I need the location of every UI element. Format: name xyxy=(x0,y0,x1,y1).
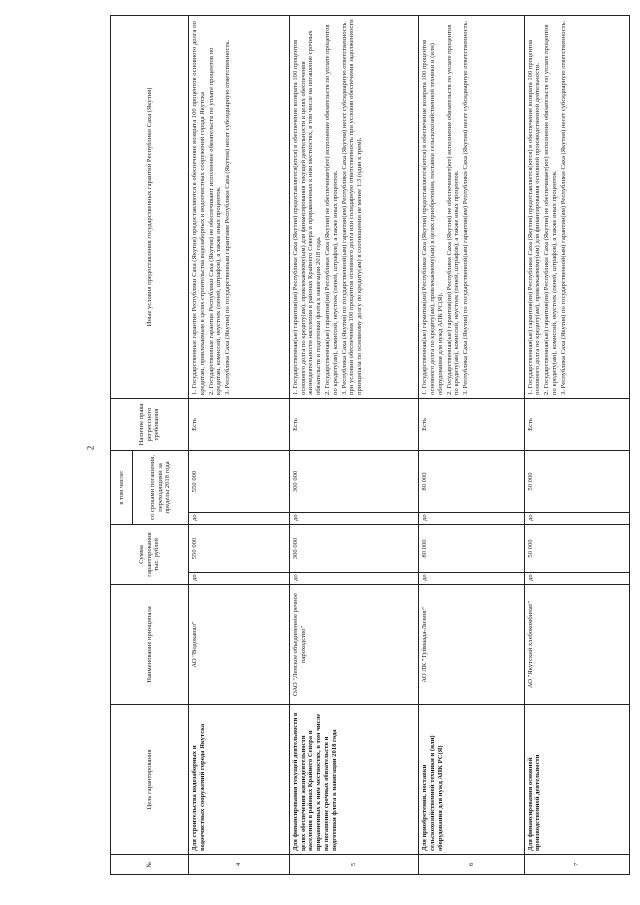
condition-item: 1. Государственная(ые) гарантия(ии) Республики Саха (Якутия) предоставляется(ются) в обеспечение возврата 100 процентов основного долга по кредиту(ам), привлекаемому(ым) в целях приобретения, поставки сельскохозяйственной техники и (или) оборудования для нужд АПК РС(Я). xyxy=(421,39,444,395)
row-sum: 550 000 xyxy=(189,524,290,572)
row-subtotal-prefix: до xyxy=(524,512,629,524)
condition-item: 2. Государственная(ые) гарантия(ии) Республики Саха (Якутия) не обеспечивает(ют) исполнение обязательств по уплате процентов по кредиту(ам), комиссий, неустоек (пеней, штрафов), а также иных процентов. xyxy=(445,24,461,395)
row-conditions xyxy=(419,16,524,399)
row-goal: Для строительства водозаборных и водоочистных сооружений города Якутска xyxy=(189,705,290,855)
guarantee-table-rotated xyxy=(110,15,630,875)
page-number: 2 xyxy=(85,445,96,451)
row-subtotal: 300 000 xyxy=(289,450,418,512)
condition-item: 2. Государственная(ые) гарантия(ии) Республики Саха (Якутия) не обеспечивает(ют) исполнение обязательств по уплате процентов по кредиту(ам), комиссий, неустоек (пеней, штрафов), а также иных процентов. xyxy=(323,24,339,395)
guarantee-table xyxy=(110,15,630,875)
row-subtotal-prefix: до xyxy=(419,512,524,524)
table-body xyxy=(189,16,630,875)
row-principal: АО "Якутский хлебокомбинат" xyxy=(524,585,629,705)
header-sum: Сумма гарантирования тыс. рублей xyxy=(111,524,189,584)
header-conditions: Иные условия предоставления государственных гарантий Республики Саха (Якутия) xyxy=(111,16,189,399)
row-regress: Есть xyxy=(289,398,418,450)
condition-item: 1. Государственные гарантии Республики Саха (Якутия) предоставляются в обеспечение возврата 100 процентов основного долга по кредитам, привлекаемым в целях строительства водозаборных и водоочистных сооружений города Якутска xyxy=(191,21,206,395)
condition-item: 2. Государственная(ые) гарантия(ии) Республики Саха (Якутия) не обеспечивает(ют) исполнение обязательств по уплате процентов по кредиту(ам), комиссий, неустоек (пеней, штрафов), а также иных процентов. xyxy=(543,24,558,395)
row-goal: Для финансирования основной производственной деятельности xyxy=(524,705,629,855)
row-subtotal: 50 000 xyxy=(524,450,629,512)
header-subtotal: со сроками погашения, переходящими за пределы 2018 года xyxy=(133,450,189,524)
row-sum-prefix: до xyxy=(524,573,629,585)
row-principal: АО "Водоканал" xyxy=(189,585,290,705)
row-subtotal: 550 000 xyxy=(189,450,290,512)
row-principal: АО ЛК "Туймаада-Лизинг" xyxy=(419,585,524,705)
row-conditions xyxy=(524,16,629,399)
row-num: 4 xyxy=(189,855,290,875)
row-sum: 80 000 xyxy=(419,524,524,572)
row-sum-prefix: до xyxy=(419,573,524,585)
condition-item: 1. Государственная(ые) гарантия(ии) Республики Саха (Якутия) предоставляется(ются) в обеспечение возврата 100 процентов основного долга по кредиту(ам), привлекаемому(ым) для финансирования текущей деятельности в целях обеспечения жизнедеятельности населения в районах Крайнего Севера и приравненных к ним местностях, в том числе на погашение срочных обязательств и подготовки флота к навигации 2018 года. xyxy=(291,30,323,395)
header-num: № xyxy=(111,855,189,875)
row-num: 5 xyxy=(289,855,418,875)
row-subtotal: 80 000 xyxy=(419,450,524,512)
row-principal: ОАО "Ленское объединенное речное пароходство" xyxy=(289,585,418,705)
condition-item: 3. Республика Саха (Якутия) по государственной(ым) гарантии(ям) Республики Саха (Якутия) несет субсидиарную ответственность. xyxy=(559,20,567,395)
condition-item: 1. Государственная(ые) гарантия(ии) Республики Саха (Якутия) предоставляется(ются) в обеспечение возврата 100 процентов основного долга по кредиту(ам), привлекаемому(ым) для финансирования основной производственной деятельности. xyxy=(526,39,542,395)
header-principal: Наименование принципала xyxy=(111,585,189,705)
row-subtotal-prefix: до xyxy=(289,512,418,524)
row-goal: Для финансирования текущей деятельности в целях обеспечения жизнедеятельности населения в районах Крайнего Севера и приравненных к ним местностях, в том числе на погашение срочных обязательств и подготовки флота к навигации 2018 года xyxy=(289,705,418,855)
row-regress: Есть xyxy=(419,398,524,450)
row-sum: 50 000 xyxy=(524,524,629,572)
condition-item: 3. Республика Саха (Якутия) по государственным гарантиям Республики Саха (Якутия) несет субсидиарную ответственность. xyxy=(224,40,232,395)
table-row xyxy=(189,16,290,875)
condition-item: 2. Государственные гарантии Республики Саха (Якутия) не обеспечивают исполнение обязательств по уплате процентов по кредитам, комиссий, неустоек (пеней, штрафов), а также иных процентов. xyxy=(207,47,223,395)
table-row xyxy=(289,16,418,875)
row-sum-prefix: до xyxy=(189,573,290,585)
condition-item: 3. Республика Саха (Якутия) по государственной(ым) гарантии(ям) Республики Саха (Якутия) несет субсидиарную ответственность. xyxy=(462,20,470,395)
header-regress: Наличие права регрессного требования xyxy=(111,398,189,450)
header-subtotal-intro: в том числе: xyxy=(111,450,133,524)
condition-item: 3. Республика Саха (Якутия) по государственной(ым) гарантии(ям) Республики Саха (Якутия) несет субсидиарную ответственность при условии обеспечения 100 процентов основного долга или солидарную ответственность при условии обеспечения задолженности принципала по основному долгу по кредиту(ам) в соотношении не менее 1:3 (один к трем). xyxy=(340,19,364,395)
header-goal: Цель гарантирования xyxy=(111,705,189,855)
row-sum-prefix: до xyxy=(289,573,418,585)
row-goal: Для приобретения, поставки сельскохозяйственной техники и (или) оборудования для нужд АПК РС(Я) xyxy=(419,705,524,855)
row-regress: Есть xyxy=(524,398,629,450)
row-regress: Есть xyxy=(189,398,290,450)
row-conditions xyxy=(189,16,290,399)
table-row xyxy=(524,16,629,875)
row-num: 6 xyxy=(419,855,524,875)
table-row xyxy=(419,16,524,875)
row-sum: 300 000 xyxy=(289,524,418,572)
row-conditions xyxy=(289,16,418,399)
row-num: 7 xyxy=(524,855,629,875)
row-subtotal-prefix: до xyxy=(189,512,290,524)
